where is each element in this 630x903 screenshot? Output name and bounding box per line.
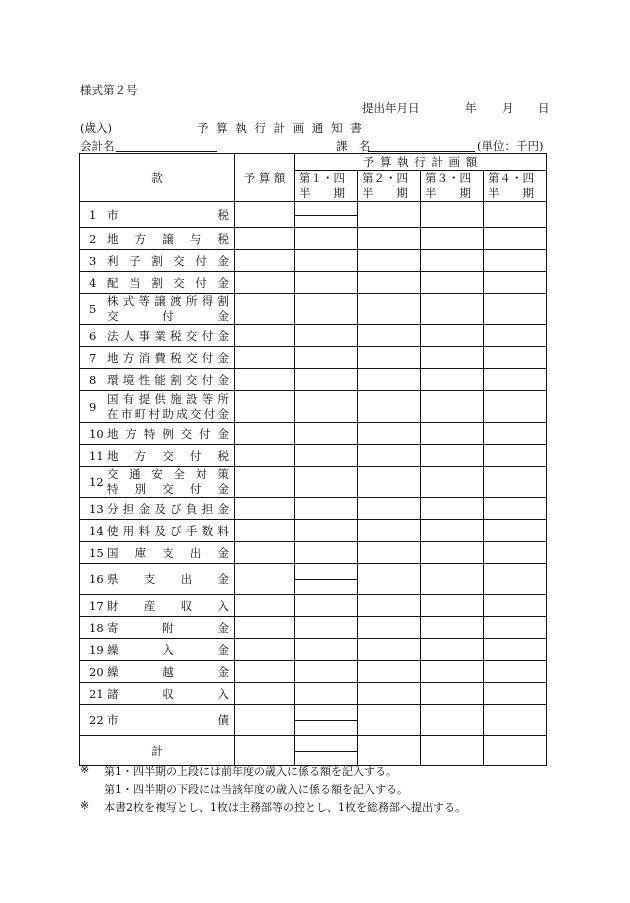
item-number: 10: [89, 426, 104, 441]
budget-amount-cell[interactable]: [235, 445, 295, 467]
quarter-4-cell[interactable]: [484, 369, 547, 391]
total-row: [80, 736, 547, 766]
quarter-2-cell[interactable]: [358, 202, 421, 228]
budget-plan-table: [79, 153, 547, 766]
table-row: [80, 595, 547, 617]
item-name-cell: [80, 617, 235, 639]
quarter-1-cell[interactable]: [295, 272, 358, 294]
item-name-cell: [80, 661, 235, 683]
quarter-3-cell[interactable]: [421, 520, 484, 542]
quarter-3-cell[interactable]: [421, 423, 484, 445]
quarter-3-cell[interactable]: [421, 228, 484, 250]
quarter-4-cell[interactable]: [484, 595, 547, 617]
item-number: 9: [89, 399, 97, 414]
quarter-3-cell[interactable]: [421, 294, 484, 325]
note-text: 本書2枚を複写とし、1枚は主務部等の控とし、1枚を総務部へ提出する。: [104, 801, 466, 814]
quarter-1-cell[interactable]: [295, 294, 358, 325]
quarter-1-cell[interactable]: [295, 520, 358, 542]
quarter-4-cell[interactable]: [484, 423, 547, 445]
quarter-3-cell[interactable]: [421, 683, 484, 705]
submission-day-field[interactable]: 日: [538, 101, 550, 115]
quarter-3-cell[interactable]: [421, 595, 484, 617]
quarter-2-cell[interactable]: [358, 564, 421, 595]
budget-amount-cell[interactable]: [235, 347, 295, 369]
budget-amount-cell[interactable]: [235, 683, 295, 705]
quarter-4-cell[interactable]: [484, 294, 547, 325]
item-number: 19: [89, 642, 104, 657]
quarter-1-cell[interactable]: [295, 595, 358, 617]
item-number: 13: [89, 501, 104, 516]
quarter-3-cell[interactable]: [421, 705, 484, 736]
quarter-2-header: [358, 171, 421, 202]
item-label: 市 税: [107, 207, 229, 222]
item-name-cell: [80, 272, 235, 294]
note-text: 第1・四半期の上段には前年度の歳入に係る額を記入する。: [104, 765, 397, 778]
table-row: [80, 423, 547, 445]
quarter-4-cell[interactable]: [484, 250, 547, 272]
quarter-3-cell[interactable]: [421, 564, 484, 595]
quarter-1-cell[interactable]: [295, 369, 358, 391]
submission-year-field[interactable]: 年: [465, 101, 477, 115]
quarter-4-cell[interactable]: [484, 520, 547, 542]
quarter-header-bottom: 半 期: [299, 186, 345, 200]
budget-amount-cell[interactable]: [235, 272, 295, 294]
item-label-line: 交 付 金: [107, 309, 229, 323]
item-label: 地 方 交 付 税: [107, 448, 229, 463]
total-quarter-1-cell[interactable]: [295, 736, 358, 766]
quarter-2-cell[interactable]: [358, 520, 421, 542]
quarter-4-cell[interactable]: [484, 202, 547, 228]
table-row: [80, 202, 547, 228]
total-quarter-4-cell[interactable]: [484, 736, 547, 766]
table-row: [80, 294, 547, 325]
item-number: 17: [89, 598, 104, 613]
item-label: 県 支 出 金: [107, 572, 229, 586]
quarter-3-header: [421, 171, 484, 202]
quarter-2-cell[interactable]: [358, 391, 421, 423]
section-name-label: 課 名: [336, 139, 371, 153]
item-name-cell: [80, 202, 235, 228]
table-row: [80, 683, 547, 705]
budget-amount-cell[interactable]: [235, 369, 295, 391]
item-name-cell: [80, 250, 235, 272]
table-row: [80, 661, 547, 683]
quarter-3-cell[interactable]: [421, 272, 484, 294]
quarter-header-bottom: 半 期: [362, 186, 408, 200]
table-row: [80, 369, 547, 391]
quarter-4-cell[interactable]: [484, 639, 547, 661]
quarter-4-cell[interactable]: [484, 347, 547, 369]
quarter-2-cell[interactable]: [358, 445, 421, 467]
item-name-cell: [80, 369, 235, 391]
item-number: 7: [89, 350, 97, 365]
quarter-header-bottom: 半 期: [488, 186, 534, 200]
quarter-1-cell[interactable]: [295, 250, 358, 272]
quarter-3-cell[interactable]: [421, 467, 484, 498]
quarter-1-cell[interactable]: [295, 228, 358, 250]
quarter-3-cell[interactable]: [421, 325, 484, 347]
quarter-header-top: 第４・四: [488, 171, 534, 185]
total-quarter-3-cell[interactable]: [421, 736, 484, 766]
quarter-4-cell[interactable]: [484, 661, 547, 683]
item-label: 市 債: [107, 713, 229, 727]
quarter-1-cell[interactable]: [295, 391, 358, 423]
item-label: 法 人 事 業 税 交 付 金: [107, 328, 229, 343]
plan-column-header: 予 算 執 行 計 画 額: [295, 154, 547, 171]
account-name-field[interactable]: [116, 151, 217, 152]
quarter-3-cell[interactable]: [421, 250, 484, 272]
note-mark: ※: [80, 799, 90, 812]
document-title: 予 算 執 行 計 画 通 知 書: [197, 121, 364, 135]
table-row: [80, 564, 547, 595]
table-row: [80, 445, 547, 467]
quarter-1-cell[interactable]: [295, 498, 358, 520]
quarter-1-cell[interactable]: [295, 445, 358, 467]
quarter-2-cell[interactable]: [358, 467, 421, 498]
quarter-4-header: [484, 171, 547, 202]
budget-amount-cell[interactable]: [235, 228, 295, 250]
budget-amount-cell[interactable]: [235, 705, 295, 736]
item-number: 3: [89, 253, 97, 268]
quarter-3-cell[interactable]: [421, 639, 484, 661]
quarter-4-cell[interactable]: [484, 391, 547, 423]
quarter-2-cell[interactable]: [358, 294, 421, 325]
budget-amount-cell[interactable]: [235, 617, 295, 639]
item-label-line: 特 別 交 付 金: [107, 482, 229, 496]
budget-amount-cell[interactable]: [235, 294, 295, 325]
table-row: [80, 498, 547, 520]
item-label-line: 株 式 等 譲 渡 所 得 割: [107, 294, 229, 308]
quarter-4-cell[interactable]: [484, 272, 547, 294]
account-name-label: 会計名: [80, 139, 115, 153]
budget-amount-cell[interactable]: [235, 564, 295, 595]
item-label: 諸 収 入: [107, 686, 229, 701]
quarter-4-cell[interactable]: [484, 325, 547, 347]
quarter-3-cell[interactable]: [421, 347, 484, 369]
item-label: 寄 附 金: [107, 620, 229, 635]
item-name-cell: [80, 564, 235, 595]
item-number: 20: [89, 664, 104, 679]
budget-column-header: 予 算 額: [235, 154, 295, 202]
item-name-cell: [80, 445, 235, 467]
budget-amount-cell[interactable]: [235, 250, 295, 272]
quarter-2-cell[interactable]: [358, 661, 421, 683]
quarter-4-cell[interactable]: [484, 467, 547, 498]
quarter-1-cell[interactable]: [295, 347, 358, 369]
quarter-2-cell[interactable]: [358, 347, 421, 369]
total-label: 計: [80, 736, 235, 766]
quarter-2-cell[interactable]: [358, 595, 421, 617]
item-label: 環 境 性 能 割 交 付 金: [107, 372, 229, 387]
item-number: 22: [89, 713, 104, 727]
quarter-4-cell[interactable]: [484, 228, 547, 250]
quarter-1-cell[interactable]: [295, 542, 358, 564]
item-name-cell: [80, 391, 235, 423]
quarter-1-cell[interactable]: [295, 202, 358, 228]
budget-amount-cell[interactable]: [235, 542, 295, 564]
note-text: 第1・四半期の下段には当該年度の歳入に係る額を記入する。: [104, 783, 408, 796]
item-name-cell: [80, 423, 235, 445]
table-row: [80, 272, 547, 294]
item-number: 2: [89, 231, 97, 246]
budget-amount-cell[interactable]: [235, 202, 295, 228]
quarter-1-cell[interactable]: [295, 705, 358, 736]
item-number: 1: [89, 207, 97, 222]
budget-amount-cell[interactable]: [235, 467, 295, 498]
quarter-1-cell[interactable]: [295, 683, 358, 705]
item-label: 地 方 特 例 交 付 金: [107, 426, 229, 441]
item-label: 使 用 料 及 び 手 数 料: [107, 523, 229, 538]
item-number: 4: [89, 275, 97, 290]
item-name-cell: [80, 467, 235, 498]
note-mark: ※: [80, 763, 90, 776]
quarter-1-cell[interactable]: [295, 325, 358, 347]
budget-amount-cell[interactable]: [235, 391, 295, 423]
budget-amount-cell[interactable]: [235, 498, 295, 520]
quarter-header-bottom: 半 期: [425, 186, 471, 200]
budget-amount-cell[interactable]: [235, 325, 295, 347]
cell-divider: [295, 579, 357, 580]
quarter-4-cell[interactable]: [484, 705, 547, 736]
quarter-header-top: 第２・四: [362, 171, 408, 185]
quarter-4-cell[interactable]: [484, 683, 547, 705]
quarter-4-cell[interactable]: [484, 445, 547, 467]
item-number: 18: [89, 620, 104, 635]
item-name-cell: [80, 520, 235, 542]
revenue-label: (歳入): [80, 121, 112, 135]
item-column-header: 款: [80, 154, 235, 202]
total-budget-cell[interactable]: [235, 736, 295, 766]
submission-date-label: 提出年月日: [362, 101, 420, 115]
item-label: 地 方 消 費 税 交 付 金: [107, 350, 229, 365]
quarter-2-cell[interactable]: [358, 617, 421, 639]
unit-label: (単位：千円): [477, 139, 544, 153]
budget-amount-cell[interactable]: [235, 639, 295, 661]
item-name-cell: [80, 228, 235, 250]
table-row: [80, 250, 547, 272]
quarter-2-cell[interactable]: [358, 369, 421, 391]
form-number: 様式第２号: [80, 83, 138, 97]
table-row: [80, 520, 547, 542]
item-label-line: 国 有 提 供 施 設 等 所: [107, 391, 229, 406]
item-number: 16: [89, 572, 104, 586]
table-row: [80, 467, 547, 498]
quarter-2-cell[interactable]: [358, 683, 421, 705]
item-label: 国 庫 支 出 金: [107, 545, 229, 560]
quarter-2-cell[interactable]: [358, 228, 421, 250]
quarter-1-header: [295, 171, 358, 202]
quarter-4-cell[interactable]: [484, 542, 547, 564]
total-quarter-2-cell[interactable]: [358, 736, 421, 766]
quarter-2-cell[interactable]: [358, 272, 421, 294]
quarter-3-cell[interactable]: [421, 617, 484, 639]
item-name-cell: [80, 683, 235, 705]
quarter-3-cell[interactable]: [421, 445, 484, 467]
quarter-3-cell[interactable]: [421, 202, 484, 228]
table-row: [80, 639, 547, 661]
quarter-1-cell[interactable]: [295, 423, 358, 445]
item-label: 地 方 譲 与 税: [107, 231, 229, 246]
item-number: 15: [89, 545, 104, 560]
item-label: 利 子 割 交 付 金: [107, 253, 229, 268]
table-row: [80, 617, 547, 639]
table-row: [80, 325, 547, 347]
item-label-line: 在 市 町 村 助 成 交 付 金: [107, 406, 229, 421]
quarter-2-cell[interactable]: [358, 423, 421, 445]
quarter-header-top: 第３・四: [425, 171, 471, 185]
quarter-4-cell[interactable]: [484, 564, 547, 595]
quarter-3-cell[interactable]: [421, 542, 484, 564]
quarter-4-cell[interactable]: [484, 498, 547, 520]
table-row: [80, 391, 547, 423]
quarter-1-cell[interactable]: [295, 467, 358, 498]
submission-month-field[interactable]: 月: [502, 101, 514, 115]
item-label: 分 担 金 及 び 負 担 金: [107, 501, 229, 516]
budget-amount-cell[interactable]: [235, 520, 295, 542]
quarter-header-top: 第１・四: [299, 171, 345, 185]
quarter-2-cell[interactable]: [358, 639, 421, 661]
budget-amount-cell[interactable]: [235, 661, 295, 683]
table-row: [80, 705, 547, 736]
item-name-cell: [80, 498, 235, 520]
item-number: 5: [89, 302, 97, 316]
item-number: 14: [89, 523, 104, 538]
table-row: [80, 347, 547, 369]
item-name-cell: [80, 347, 235, 369]
quarter-3-cell[interactable]: [421, 661, 484, 683]
item-number: 8: [89, 372, 97, 387]
item-name-cell: [80, 325, 235, 347]
item-label-line: 交 通 安 全 対 策: [107, 467, 229, 481]
cell-divider: [295, 751, 357, 752]
quarter-1-cell[interactable]: [295, 639, 358, 661]
item-name-cell: [80, 294, 235, 325]
quarter-3-cell[interactable]: [421, 391, 484, 423]
quarter-1-cell[interactable]: [295, 661, 358, 683]
budget-amount-cell[interactable]: [235, 423, 295, 445]
item-number: 11: [89, 448, 104, 463]
quarter-2-cell[interactable]: [358, 498, 421, 520]
item-label: 繰 入 金: [107, 642, 229, 657]
item-name-cell: [80, 595, 235, 617]
table-row: [80, 542, 547, 564]
quarter-1-cell[interactable]: [295, 617, 358, 639]
item-name-cell: [80, 639, 235, 661]
cell-divider: [295, 720, 357, 721]
table-row: [80, 228, 547, 250]
quarter-1-cell[interactable]: [295, 564, 358, 595]
budget-amount-cell[interactable]: [235, 595, 295, 617]
section-name-field[interactable]: [368, 151, 475, 152]
quarter-2-cell[interactable]: [358, 325, 421, 347]
quarter-2-cell[interactable]: [358, 705, 421, 736]
item-name-cell: [80, 705, 235, 736]
item-label: 財 産 収 入: [107, 598, 229, 613]
quarter-3-cell[interactable]: [421, 369, 484, 391]
quarter-4-cell[interactable]: [484, 617, 547, 639]
item-number: 6: [89, 328, 97, 343]
item-number: 21: [89, 686, 104, 701]
item-name-cell: [80, 542, 235, 564]
quarter-2-cell[interactable]: [358, 250, 421, 272]
item-label: 繰 越 金: [107, 664, 229, 679]
item-number: 12: [89, 475, 104, 489]
quarter-2-cell[interactable]: [358, 542, 421, 564]
quarter-3-cell[interactable]: [421, 498, 484, 520]
item-label: 配 当 割 交 付 金: [107, 275, 229, 290]
cell-divider: [295, 215, 357, 216]
